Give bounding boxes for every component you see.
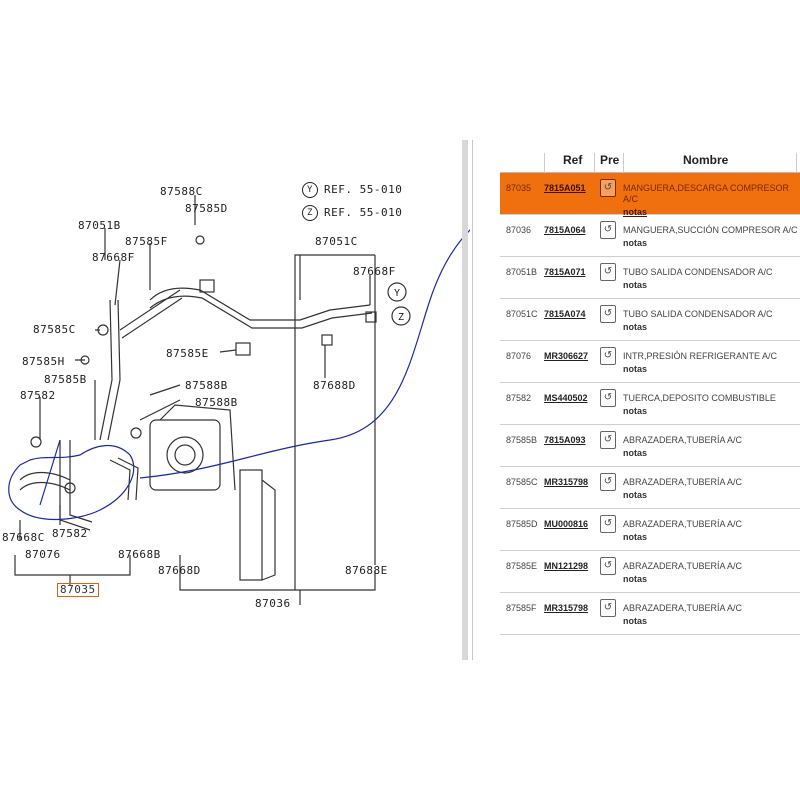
lbl-87051b: 87051B	[78, 219, 121, 232]
row-notes-link[interactable]: notas	[623, 406, 648, 416]
lbl-87076: 87076	[25, 548, 61, 561]
header-name[interactable]: Nombre	[683, 153, 729, 167]
table-row[interactable]	[500, 425, 800, 467]
row-notes-link[interactable]: notas	[623, 207, 648, 217]
table-header	[500, 148, 800, 173]
lbl-87035[interactable]: 87035	[57, 583, 99, 597]
row-name: ABRAZADERA,TUBERÍA A/C	[623, 435, 743, 445]
row-ref-link[interactable]: 7815A074	[544, 309, 586, 319]
lbl-87688d: 87688D	[313, 379, 356, 392]
cart-icon[interactable]: ↺	[600, 389, 616, 407]
table-row[interactable]	[500, 551, 800, 593]
ref-y	[302, 182, 402, 198]
row-name: INTR,PRESIÓN REFRIGERANTE A/C	[623, 351, 778, 361]
row-name: MANGUERA,DESCARGA COMPRESOR A/C	[623, 183, 790, 204]
ref-z	[302, 205, 402, 221]
row-code: 87585E	[506, 561, 538, 571]
row-notes-link[interactable]: notas	[623, 448, 648, 458]
table-row[interactable]	[500, 467, 800, 509]
row-notes-link[interactable]: notas	[623, 238, 648, 248]
lbl-87582-top: 87582	[20, 389, 56, 402]
lbl-87582-bottom: 87582	[52, 527, 88, 540]
row-code: 87585B	[506, 435, 538, 445]
ref-y-circle: Y	[302, 182, 318, 198]
row-ref-link[interactable]: 7815A051	[544, 183, 586, 193]
cart-icon[interactable]: ↺	[600, 431, 616, 449]
lbl-87051c: 87051C	[315, 235, 358, 248]
row-notes-link[interactable]: notas	[623, 616, 648, 626]
table-row[interactable]	[500, 341, 800, 383]
lbl-87036: 87036	[255, 597, 291, 610]
lbl-87588b-1: 87588B	[185, 379, 228, 392]
header-pre[interactable]: Pre	[600, 153, 620, 167]
parts-diagram	[0, 0, 470, 660]
cart-icon[interactable]: ↺	[600, 515, 616, 533]
row-name: ABRAZADERA,TUBERÍA A/C	[623, 603, 743, 613]
row-ref-link[interactable]: 7815A093	[544, 435, 586, 445]
row-ref-link[interactable]: 7815A064	[544, 225, 586, 235]
lbl-87668f-left: 87668F	[92, 251, 135, 264]
row-ref-link[interactable]: 7815A071	[544, 267, 586, 277]
cart-icon[interactable]: ↺	[600, 221, 616, 239]
row-code: 87051B	[506, 267, 538, 277]
cart-icon[interactable]: ↺	[600, 263, 616, 281]
panel-scrollbar[interactable]	[462, 140, 468, 660]
row-notes-link[interactable]: notas	[623, 532, 648, 542]
row-code: 87585F	[506, 603, 537, 613]
ref-z-circle: Z	[302, 205, 318, 221]
row-name: MANGUERA,SUCCIÓN COMPRESOR A/C	[623, 225, 798, 235]
parts-table	[500, 148, 800, 635]
cart-icon[interactable]: ↺	[600, 347, 616, 365]
row-ref-link[interactable]: MR315798	[544, 477, 589, 487]
row-ref-link[interactable]: MN121298	[544, 561, 589, 571]
lbl-87585h: 87585H	[22, 355, 65, 368]
row-notes-link[interactable]: notas	[623, 574, 648, 584]
lbl-87688e: 87688E	[345, 564, 388, 577]
row-code: 87585D	[506, 519, 538, 529]
row-name: TUBO SALIDA CONDENSADOR A/C	[623, 267, 773, 277]
table-row[interactable]	[500, 299, 800, 341]
row-notes-link[interactable]: notas	[623, 364, 648, 374]
row-ref-link[interactable]: MR306627	[544, 351, 589, 361]
lbl-87585c: 87585C	[33, 323, 76, 336]
row-code: 87035	[506, 183, 532, 193]
lbl-87668f-right: 87668F	[353, 265, 396, 278]
table-row[interactable]	[500, 593, 800, 635]
lbl-87585b: 87585B	[44, 373, 87, 386]
cart-icon[interactable]: ↺	[600, 557, 616, 575]
row-name: TUERCA,DEPOSITO COMBUSTIBLE	[623, 393, 776, 403]
row-name: ABRAZADERA,TUBERÍA A/C	[623, 477, 743, 487]
lbl-87668b: 87668B	[118, 548, 161, 561]
lbl-87668c: 87668C	[2, 531, 45, 544]
row-notes-link[interactable]: notas	[623, 490, 648, 500]
cart-icon[interactable]: ↺	[600, 179, 616, 197]
row-code: 87582	[506, 393, 532, 403]
table-row[interactable]	[500, 509, 800, 551]
row-name: TUBO SALIDA CONDENSADOR A/C	[623, 309, 773, 319]
lbl-87588b-2: 87588B	[195, 396, 238, 409]
y-marker: Y	[393, 288, 401, 299]
ref-y-text: REF. 55-010	[324, 183, 403, 196]
lbl-87588c: 87588C	[160, 185, 203, 198]
lbl-87585f: 87585F	[125, 235, 168, 248]
z-marker: Z	[397, 312, 405, 323]
row-code: 87076	[506, 351, 532, 361]
row-name: ABRAZADERA,TUBERÍA A/C	[623, 519, 743, 529]
row-notes-link[interactable]: notas	[623, 322, 648, 332]
row-code: 87585C	[506, 477, 538, 487]
table-row[interactable]	[500, 257, 800, 299]
cart-icon[interactable]: ↺	[600, 305, 616, 323]
cart-icon[interactable]: ↺	[600, 599, 616, 617]
table-row[interactable]	[500, 173, 800, 215]
lbl-87668d: 87668D	[158, 564, 201, 577]
row-ref-link[interactable]: MS440502	[544, 393, 588, 403]
cart-icon[interactable]: ↺	[600, 473, 616, 491]
lbl-87585d: 87585D	[185, 202, 228, 215]
header-ref[interactable]: Ref	[563, 153, 583, 167]
row-code: 87051C	[506, 309, 538, 319]
table-row[interactable]	[500, 383, 800, 425]
lbl-87585e: 87585E	[166, 347, 209, 360]
row-code: 87036	[506, 225, 532, 235]
row-name: ABRAZADERA,TUBERÍA A/C	[623, 561, 743, 571]
ref-z-text: REF. 55-010	[324, 206, 403, 219]
table-row[interactable]	[500, 215, 800, 257]
row-ref-link[interactable]: MR315798	[544, 603, 589, 613]
table-body	[500, 173, 800, 635]
row-notes-link[interactable]: notas	[623, 280, 648, 290]
panel-divider	[472, 140, 473, 660]
row-ref-link[interactable]: MU000816	[544, 519, 589, 529]
